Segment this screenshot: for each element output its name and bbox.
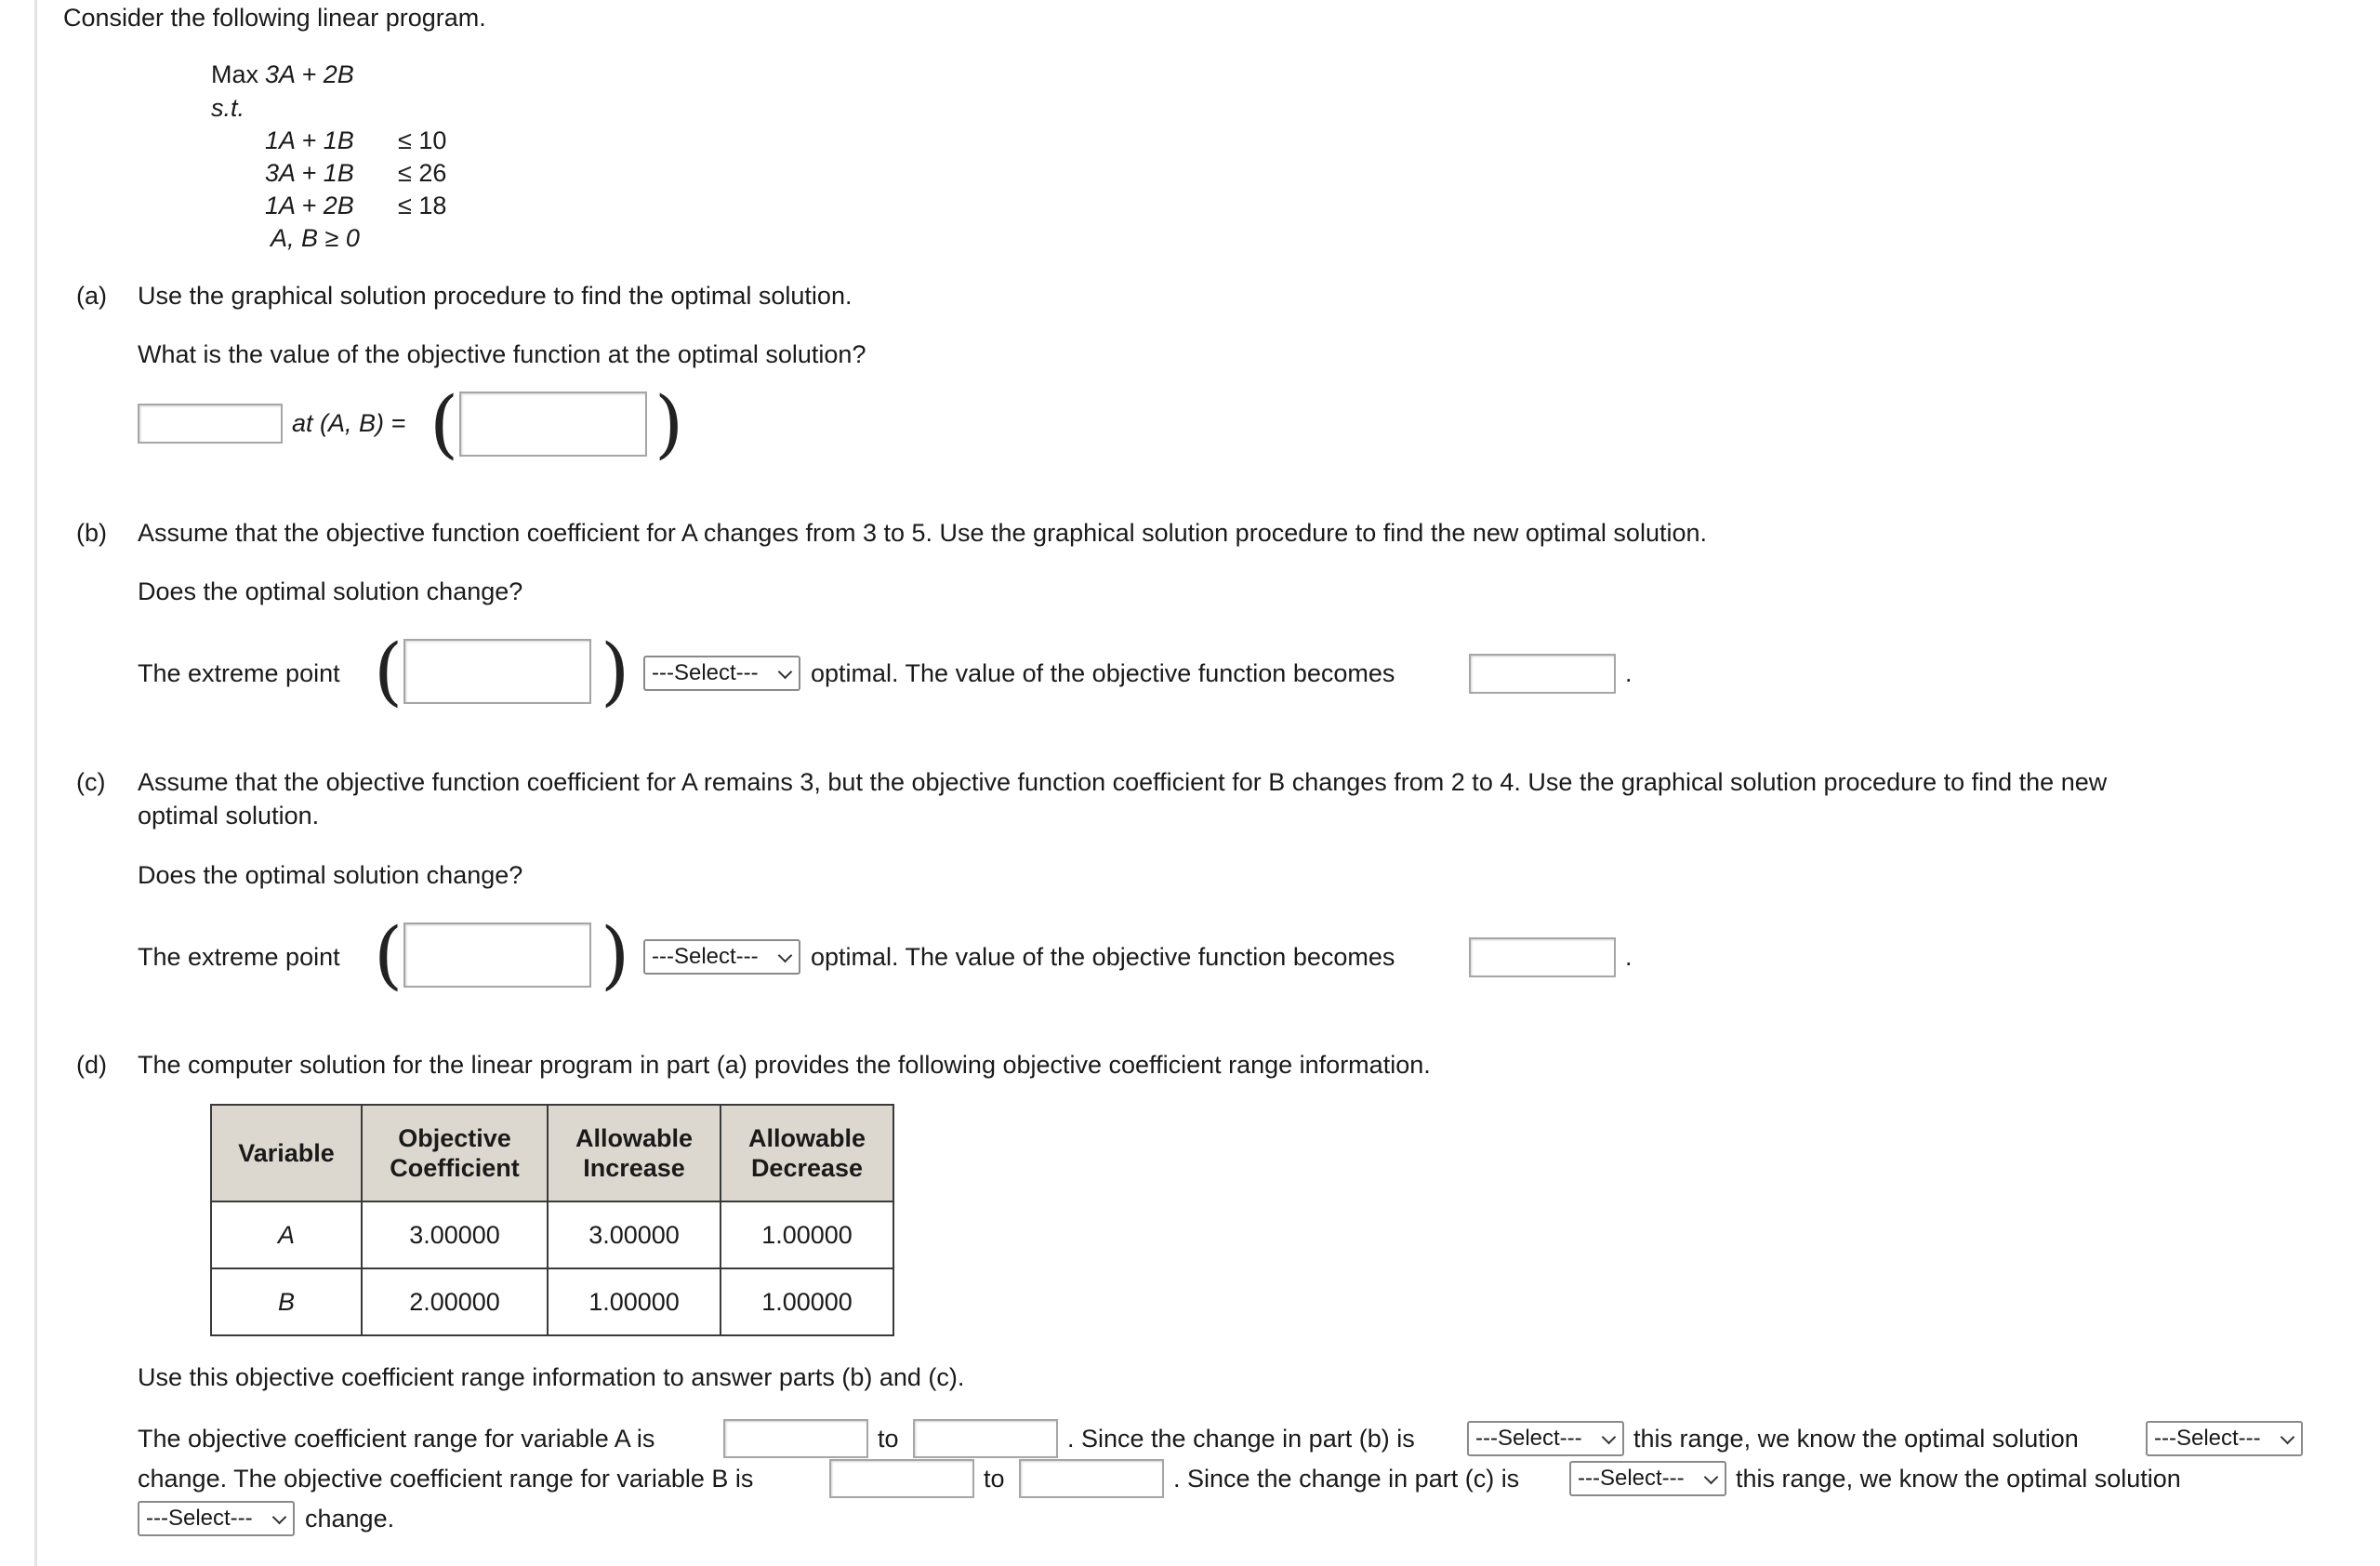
part-b-left-paren: ( [374, 628, 403, 714]
part-d-use-text: Use this objective coefficient range information to answer parts (b) and (c). [138, 1363, 965, 1391]
part-c-instruction-line1: Assume that the objective function coefficient for A remains 3, but the objective function coefficient for B changes from 2 to 4. Use the graphical solution procedure to find the new [138, 768, 2108, 796]
part-d-this-range-text-1: this range, we know the optimal solution [1633, 1425, 2079, 1453]
part-d-since-c-text: . Since the change in part (c) is [1173, 1465, 1520, 1493]
part-c-extreme-point-label: The extreme point [138, 943, 340, 971]
table-cell-variable: A [211, 1201, 362, 1268]
part-b-right-paren: ) [601, 628, 630, 714]
part-d-b-range-select[interactable] [1467, 1421, 1624, 1456]
lp-constraint-2-lhs: 3A + 1B [265, 159, 354, 187]
part-b-label: (b) [76, 519, 107, 547]
part-d-to-label-2: to [984, 1465, 1005, 1493]
left-margin-rule [34, 0, 37, 1566]
part-d-c-change-select[interactable] [138, 1501, 295, 1536]
table-cell-variable: B [211, 1268, 362, 1335]
table-row [211, 1201, 893, 1268]
part-d-b-change-select-value: ---Select--- [2154, 1426, 2261, 1451]
part-d-b-change-select[interactable] [2146, 1421, 2303, 1456]
table-cell-allowable-decrease: 1.00000 [721, 1201, 893, 1268]
table-header-objective-coefficient: Objective Coefficient [362, 1105, 548, 1201]
lp-constraint-2-rhs: ≤ 26 [398, 159, 447, 187]
lp-constraint-3-rhs: ≤ 18 [398, 192, 447, 219]
chevron-down-icon [778, 665, 793, 680]
table-header-allowable-decrease: Allowable Decrease [721, 1105, 893, 1201]
part-c-right-paren: ) [601, 911, 630, 998]
part-d-c-range-select-value: ---Select--- [1578, 1466, 1685, 1491]
chevron-down-icon [1704, 1470, 1719, 1485]
part-c-objective-value-input[interactable] [1469, 937, 1616, 977]
part-c-left-paren: ( [374, 911, 403, 998]
table-cell-allowable-increase: 3.00000 [548, 1201, 721, 1268]
part-a-objective-value-input[interactable] [138, 404, 283, 444]
intro-text: Consider the following linear program. [63, 4, 486, 32]
part-a-question: What is the value of the objective function at the optimal solution? [138, 340, 866, 368]
part-b-extreme-point-label: The extreme point [138, 659, 340, 687]
part-d-range-a-low-input[interactable] [723, 1419, 868, 1458]
part-b-middle-text: optimal. The value of the objective function becomes [811, 659, 1395, 687]
lp-constraint-1-rhs: ≤ 10 [398, 126, 447, 154]
part-d-range-b-prefix: change. The objective coefficient range for variable B is [138, 1465, 754, 1493]
table-header-variable: Variable [211, 1105, 362, 1201]
coefficient-range-table [210, 1104, 894, 1336]
part-d-since-b-text: . Since the change in part (b) is [1067, 1425, 1415, 1453]
part-c-middle-text: optimal. The value of the objective function becomes [811, 943, 1395, 971]
part-d-instruction: The computer solution for the linear program in part (a) provides the following objective coefficient range information. [138, 1051, 1431, 1079]
part-d-c-change-select-value: ---Select--- [146, 1506, 253, 1531]
part-a-at-text: at (A, B) = [292, 409, 406, 437]
part-c-select-value: ---Select--- [652, 944, 759, 969]
part-b-optimal-select[interactable] [643, 656, 800, 691]
lp-nonnegativity: A, B ≥ 0 [271, 224, 360, 252]
part-b-instruction: Assume that the objective function coefficient for A changes from 3 to 5. Use the graphical solution procedure to find the new optimal solution. [138, 519, 1707, 547]
lp-objective: 3A + 2B [265, 60, 354, 88]
part-a-instruction: Use the graphical solution procedure to find the optimal solution. [138, 282, 853, 310]
part-b-select-value: ---Select--- [652, 660, 759, 685]
table-cell-allowable-increase: 1.00000 [548, 1268, 721, 1335]
chevron-down-icon [272, 1510, 287, 1525]
table-header-allowable-increase: Allowable Increase [548, 1105, 721, 1201]
part-d-label: (d) [76, 1051, 107, 1079]
part-d-c-range-select[interactable] [1569, 1461, 1726, 1496]
part-d-range-b-high-input[interactable] [1019, 1459, 1164, 1498]
part-c-label: (c) [76, 768, 106, 796]
part-b-point-input[interactable] [403, 639, 591, 704]
lp-constraint-3-lhs: 1A + 2B [265, 192, 354, 219]
part-b-end-period: . [1625, 659, 1633, 687]
table-row [211, 1268, 893, 1335]
part-c-point-input[interactable] [403, 922, 591, 988]
table-header-row [211, 1105, 893, 1201]
part-a-label: (a) [76, 282, 107, 310]
part-a-right-paren: ) [654, 380, 684, 467]
part-d-this-range-text-2: this range, we know the optimal solution [1736, 1465, 2181, 1493]
part-d-b-range-select-value: ---Select--- [1475, 1426, 1582, 1451]
table-cell-objective-coefficient: 2.00000 [362, 1268, 548, 1335]
chevron-down-icon [778, 949, 793, 963]
part-c-instruction-line2: optimal solution. [138, 802, 320, 829]
part-c-question: Does the optimal solution change? [138, 861, 523, 889]
table-cell-allowable-decrease: 1.00000 [721, 1268, 893, 1335]
part-d-to-label-1: to [878, 1425, 899, 1453]
part-d-range-b-low-input[interactable] [829, 1459, 974, 1498]
table-cell-objective-coefficient: 3.00000 [362, 1201, 548, 1268]
part-c-end-period: . [1625, 943, 1633, 971]
lp-constraint-1-lhs: 1A + 1B [265, 126, 354, 154]
part-d-range-a-high-input[interactable] [913, 1419, 1058, 1458]
lp-st: s.t. [211, 94, 245, 122]
part-a-left-paren: ( [430, 380, 459, 467]
chevron-down-icon [2281, 1430, 2295, 1445]
lp-max-label: Max [211, 60, 259, 88]
part-c-optimal-select[interactable] [643, 939, 800, 975]
part-d-change-word: change. [305, 1505, 395, 1533]
part-d-range-a-prefix: The objective coefficient range for variable A is [138, 1425, 655, 1453]
part-b-question: Does the optimal solution change? [138, 577, 523, 605]
part-b-objective-value-input[interactable] [1469, 654, 1616, 694]
chevron-down-icon [1602, 1430, 1617, 1445]
part-a-point-input[interactable] [459, 392, 647, 457]
